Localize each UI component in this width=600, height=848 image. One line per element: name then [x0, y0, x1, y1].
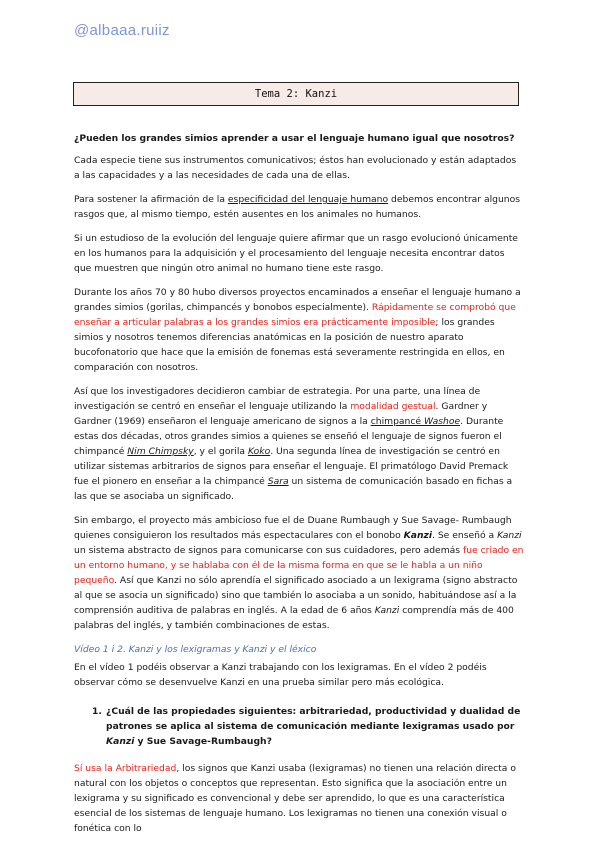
video-title: Vídeo 1 i 2. Kanzi y los lexigramas y Kanzi y el léxico — [74, 644, 317, 655]
watermark: @albaaa.ruiiz — [74, 22, 170, 39]
question-item: 1. ¿Cuál de las propiedades siguientes: arbitrariedad, productividad y dualidad de patrones se aplica al sistema de comunicación mediante lexigramas usado por Kanzi y Sue Savage-Rumbaugh? — [92, 706, 521, 747]
page-title: Tema 2: Kanzi — [73, 82, 519, 106]
paragraph: Durante los años 70 y 80 hubo diversos proyectos encaminados a enseñar el lenguaje humano a grandes simios (gorilas, chimpancés y bonobos especialmente). Rápidamente se comprobó que enseñar a articular palabras a los grandes simios era prácticamente imposible; los grandes simios y nosotros tenemos diferencias anatómicas en la posición de nuestro aparato bucofonatorio que hace que la emisión de fonemas está severamente restringida en ellos, en comparación con nosotros. — [74, 287, 521, 373]
question-heading: ¿Pueden los grandes simios aprender a usar el lenguaje humano igual que nosotros? — [74, 133, 515, 144]
paragraph: Si un estudioso de la evolución del lenguaje quiere afirmar que un rasgo evolucionó únicamente en los humanos para la adquisición y el procesamiento del lenguaje necesita encontrar datos que muestren que ningún otro animal no humano tiene este rasgo. — [74, 233, 518, 274]
paragraph: Cada especie tiene sus instrumentos comunicativos; éstos han evolucionado y están adaptados a las capacidades y a las necesidades de cada una de ellas. — [74, 155, 517, 181]
paragraph: Sin embargo, el proyecto más ambicioso fue el de Duane Rumbaugh y Sue Savage- Rumbaugh quienes consiguieron los resultados más espectaculares con el bonobo Kanzi. Se enseñó a Kanzi un sistema abstracto de signos para comunicarse con sus cuidadores, pero además fue criado en un entorno humano, y se hablaba con él de la misma forma en que se le habla a un niño pequeño. Así que Kanzi no sólo aprendía el significado asociado a un lexigrama (signo abstracto al que se asocia un significado) sino que también lo asociaba a un sonido, habituándose así a la comprensión auditiva de palabras en inglés. A la edad de 6 años Kanzi comprendía más de 400 palabras del inglés, y también combinaciones de estas. — [74, 515, 524, 631]
document-body — [74, 131, 524, 845]
paragraph: Para sostener la afirmación de la especificidad del lenguaje humano debemos encontrar algunos rasgos que, al mismo tiempo, estén ausentes en los animales no humanos. — [74, 194, 521, 220]
answer-paragraph: Sí usa la Arbitrariedad, los signos que Kanzi usaba (lexigramas) no tienen una relación directa o natural con los objetos o conceptos que representan. Esto significa que la asociación entre un lexigrama y su significado es convencional y debe ser aprendido, lo que es una característica esencial de los sistemas de lenguaje humano. Los lexigramas no tienen una conexión visual o fonética con lo — [74, 763, 516, 834]
paragraph: Así que los investigadores decidieron cambiar de estrategia. Por una parte, una línea de investigación se centró en enseñar el lenguaje utilizando la modalidad gestual. Gardner y Gardner (1969) enseñaron el lenguaje americano de signos a la chimpancé Washoe. Durante estas dos décadas, otros grandes simios a quienes se enseñó el lenguaje de signos fueron el chimpancé Nim Chimpsky, y el gorila Koko. Una segunda línea de investigación se centró en utilizar sistemas arbitrarios de signos para enseñar el lenguaje. El primatólogo David Premack fue el pionero en enseñar a la chimpancé Sara un sistema de comunicación basado en fichas a las que se asociaba un significado. — [74, 386, 513, 502]
paragraph: En el vídeo 1 podéis observar a Kanzi trabajando con los lexigramas. En el vídeo 2 podéis observar cómo se desenvuelve Kanzi en una prueba similar pero más ecológica. — [74, 662, 487, 688]
